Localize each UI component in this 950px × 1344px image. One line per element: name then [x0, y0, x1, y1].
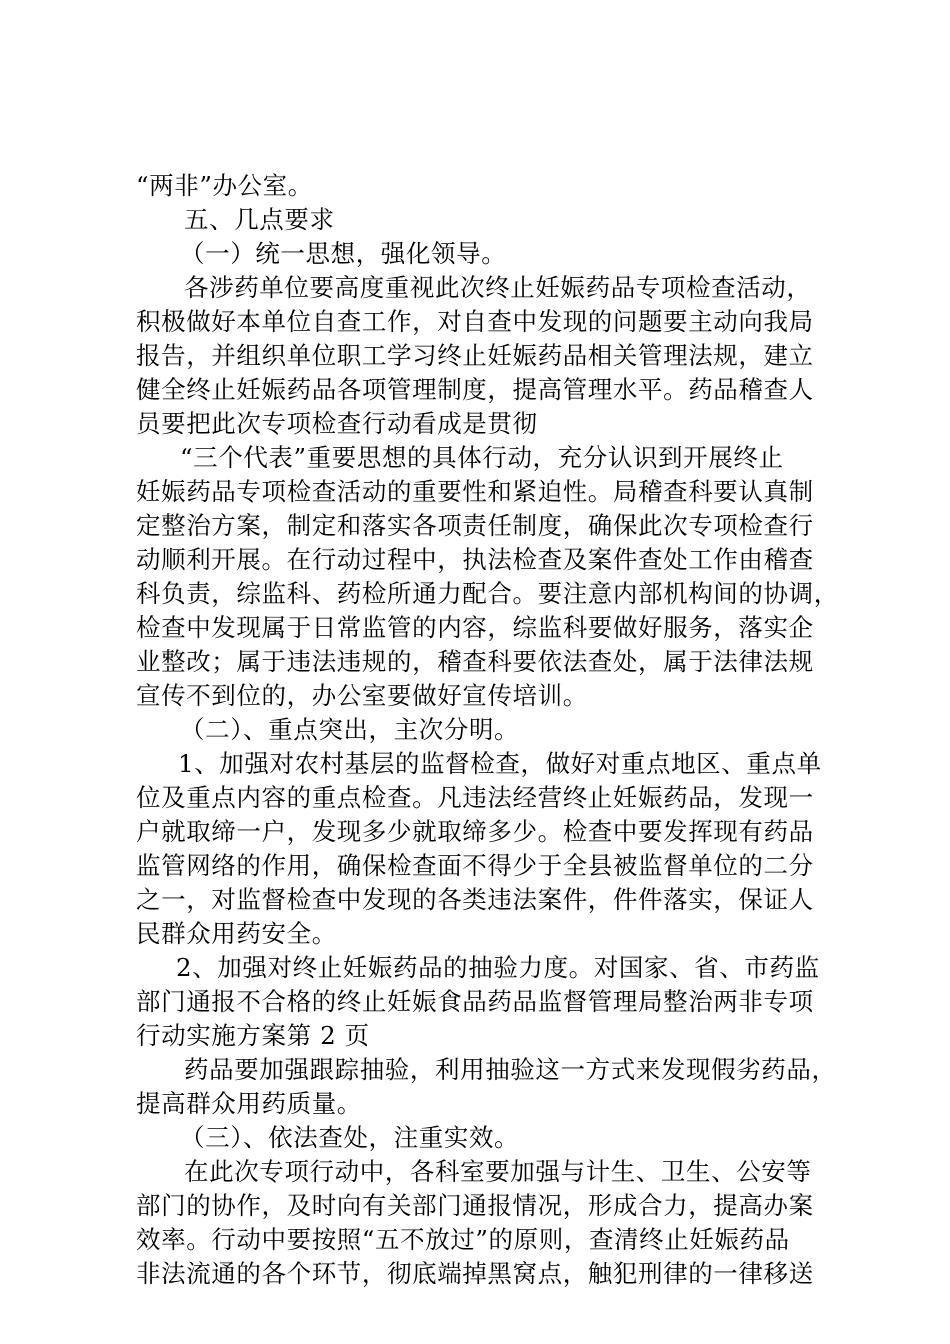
- subsection-heading: （一）统一思想，强化领导。: [180, 239, 507, 268]
- text-line: 业整改；属于违法违规的，稽查科要依法查处，属于法律法规: [136, 647, 814, 676]
- text-line: 行动实施方案第 2 页: [136, 1021, 370, 1050]
- text-line: 积极做好本单位自查工作，对自查中发现的问题要主动向我局: [136, 307, 814, 336]
- text-line: 位及重点内容的重点检查。凡违法经营终止妊娠药品，发现一: [136, 783, 814, 812]
- text-line: 员要把此次专项检查行动看成是贯彻: [136, 409, 538, 438]
- text-line: 定整治方案，制定和落实各项责任制度，确保此次专项检查行: [136, 511, 814, 540]
- section-heading: 五、几点要求: [184, 205, 335, 234]
- text-line: 健全终止妊娠药品各项管理制度，提高管理水平。药品稽查人: [136, 375, 814, 404]
- text-line: 非法流通的各个环节，彻底端掉黑窝点，触犯刑律的一律移送: [136, 1259, 814, 1288]
- text-line: 宣传不到位的，办公室要做好宣传培训。: [136, 681, 588, 710]
- text-line: 药品要加强跟踪抽验，利用抽验这一方式来发现假劣药品，: [184, 1055, 837, 1084]
- text-line: 提高群众用药质量。: [136, 1089, 362, 1118]
- text-line: “两非”办公室。: [136, 171, 313, 200]
- text-line: 各涉药单位要高度重视此次终止妊娠药品专项检查活动，: [184, 273, 812, 302]
- text-line: 之一，对监督检查中发现的各类违法案件，件件落实，保证人: [136, 885, 814, 914]
- text-line: 检查中发现属于日常监管的内容，综监科要做好服务，落实企: [136, 613, 814, 642]
- text-line: 在此次专项行动中，各科室要加强与计生、卫生、公安等: [184, 1157, 812, 1186]
- subsection-heading: （二）、重点突出，主次分明。: [180, 715, 520, 744]
- text-line: 民群众用药安全。: [136, 919, 337, 948]
- text-line: 部门通报不合格的终止妊娠食品药品监督管理局整治两非专项: [136, 987, 814, 1016]
- text-line: 2、加强对终止妊娠药品的抽验力度。对国家、省、市药监: [176, 953, 820, 982]
- subsection-heading: （三）、依法查处，注重实效。: [180, 1123, 520, 1152]
- text-line: 监管网络的作用，确保检查面不得少于全县被监督单位的二分: [136, 851, 814, 880]
- text-line: 妊娠药品专项检查活动的重要性和紧迫性。局稽查科要认真制: [136, 477, 814, 506]
- text-line: 科负责，综监科、药检所通力配合。要注意内部机构间的协调，: [136, 579, 839, 608]
- text-line: 部门的协作，及时向有关部门通报情况，形成合力，提高办案: [136, 1191, 814, 1220]
- text-line: 1、加强对农村基层的监督检查，做好对重点地区、重点单: [178, 749, 822, 778]
- text-line: “三个代表”重要思想的具体行动，充分认识到开展终止: [180, 443, 784, 472]
- text-line: 报告，并组织单位职工学习终止妊娠药品相关管理法规，建立: [136, 341, 814, 370]
- text-line: 效率。行动中要按照“五不放过”的原则，查清终止妊娠药品: [136, 1225, 790, 1254]
- text-line: 动顺利开展。在行动过程中，执法检查及案件查处工作由稽查: [136, 545, 814, 574]
- text-line: 户就取缔一户，发现多少就取缔多少。检查中要发挥现有药品: [136, 817, 814, 846]
